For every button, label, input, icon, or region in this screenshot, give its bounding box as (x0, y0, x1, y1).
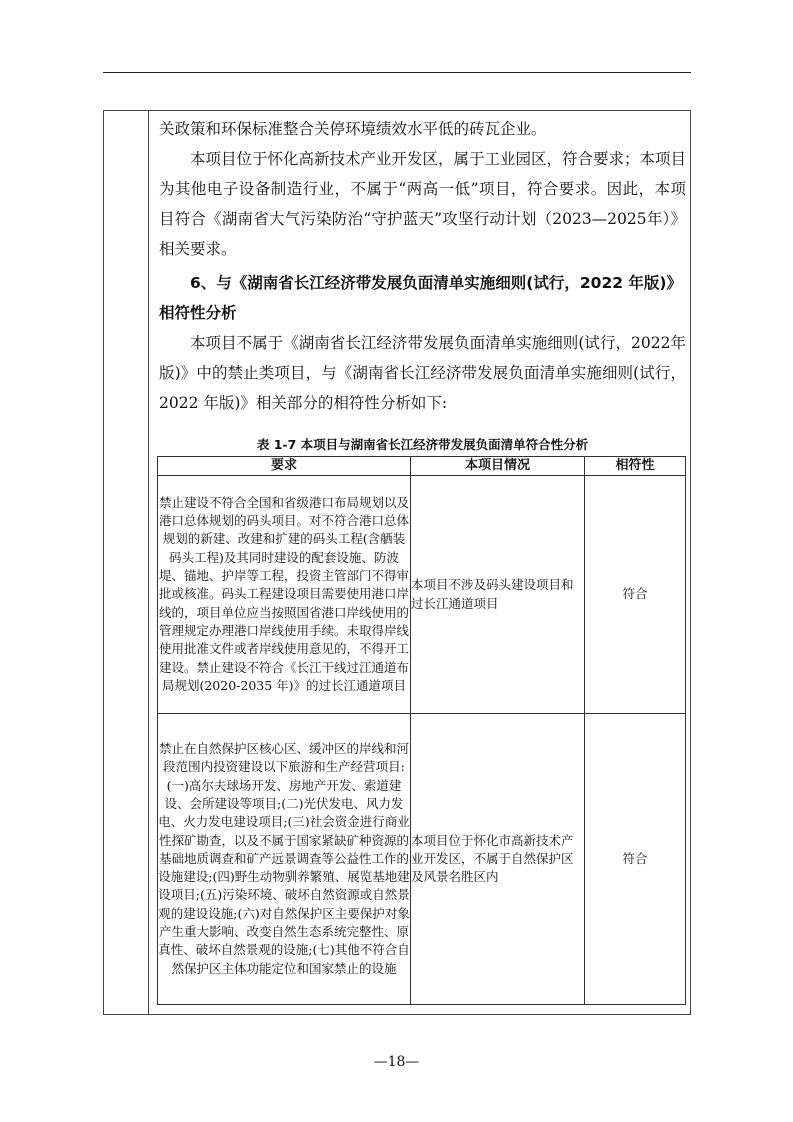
table-header-row (158, 457, 686, 476)
compliance-table (157, 456, 686, 1005)
situation-cell: 本项目不涉及码头建设项目和过长江通道项目 (411, 476, 585, 714)
header-rule (103, 72, 691, 73)
header-compliance: 相符性 (585, 457, 686, 476)
page-number: —18— (373, 1054, 420, 1070)
requirement-cell: 禁止建设不符合全国和省级港口布局规划以及港口总体规划的码头项目。对不符合港口总体规划的新建、改建和扩建的码头工程(含舾装码头工程)及其同时建设的配套设施、防波堤、锚地、护岸等工程，投资主管部门不得审批或核准。码头工程建设项目需要使用港口岸线的，项目单位应当按照国省港口岸线使用的管理规定办理港口岸线使用手续。未取得岸线使用批准文件或者岸线使用意见的，不得开工建设。禁止建设不符合《长江干线过江通道布局规划(2020-2035 年)》的过长江通道项目 (158, 476, 411, 714)
paragraph-2: 本项目位于怀化高新技术产业开发区，属于工业园区，符合要求；本项目为其他电子设备制造行业，不属于“两高一低”项目，符合要求。因此，本项目符合《湖南省大气污染防治“守护蓝天”攻坚行动计划（2023—2025年）》相关要求。 (159, 150, 687, 258)
requirement-cell: 禁止在自然保护区核心区、缓冲区的岸线和河段范围内投资建设以下旅游和生产经营项目:(一)高尔夫球场开发、房地产开发、索道建设、会所建设等项目;(二)光伏发电、风力发电、火力发电建设项目;(三)社会资金进行商业性探矿勘查，以及不属于国家紧缺矿种资源的基础地质调查和矿产远景调查等公益性工作的设施建设;(四)野生动物驯养繁殖、展览基地建设项目;(五)污染环境、破坏自然资源或自然景观的建设设施;(六)对自然保护区主要保护对象产生重大影响、改变自然生态系统完整性、原真性、破坏自然景观的设施;(七)其他不符合自然保护区主体功能定位和国家禁止的设施 (158, 714, 411, 1005)
situation-cell: 本项目位于怀化市高新技术产业开发区，不属于自然保护区及风景名胜区内 (411, 714, 585, 1005)
paragraph-3: 本项目不属于《湖南省长江经济带发展负面清单实施细则(试行，2022年版)》中的禁止类项目，与《湖南省长江经济带发展负面清单实施细则(试行，2022 年版)》相关部分的相符性分析如下: (159, 334, 686, 412)
compliance-cell: 符合 (585, 476, 686, 714)
table-row (158, 714, 686, 1005)
compliance-cell: 符合 (585, 714, 686, 1005)
paragraph-1: 关政策和环保标准整合关停环境绩效水平低的砖瓦企业。 (159, 120, 547, 138)
left-column-divider (148, 110, 149, 1015)
table-caption: 表 1-7 本项目与湖南省长江经济带发展负面清单符合性分析 (256, 437, 589, 452)
section-heading-6: 6、与《湖南省长江经济带发展负面清单实施细则(试行，2022 年版)》相符性分析 (159, 274, 682, 322)
header-requirement: 要求 (158, 457, 411, 476)
header-situation: 本项目情况 (411, 457, 585, 476)
table-row (158, 476, 686, 714)
